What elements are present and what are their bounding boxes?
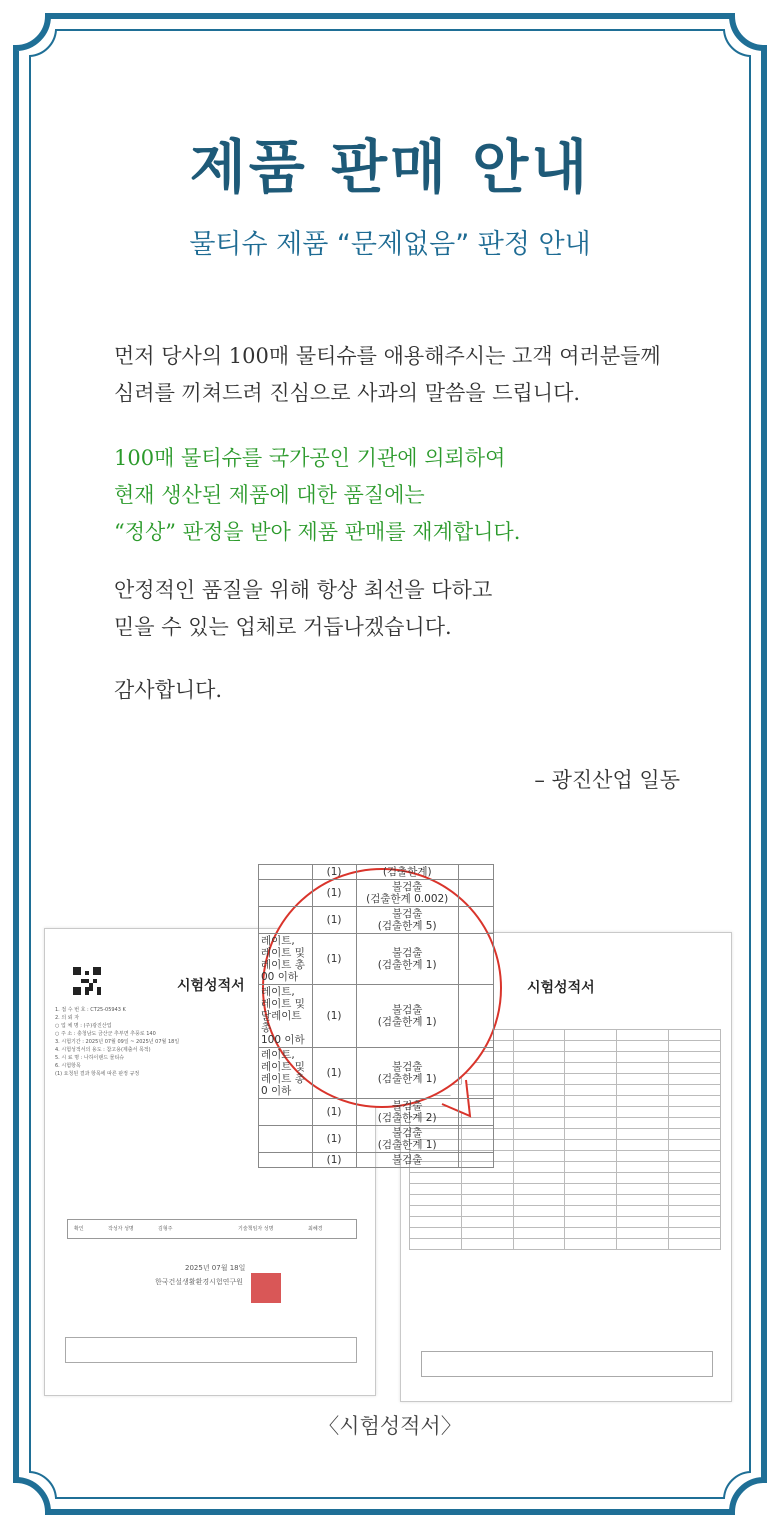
magnified-row <box>259 865 494 880</box>
item-name-cell <box>259 1099 313 1126</box>
magnified-row <box>259 907 494 934</box>
report-title: 시험성적서 <box>177 978 245 994</box>
item-name-cell <box>259 1153 313 1168</box>
footer-box <box>65 1337 357 1363</box>
qr-code-icon <box>73 967 101 995</box>
text-line: 심려를 끼쳐드려 진심으로 사과의 말씀을 드립니다. <box>114 381 581 405</box>
item-name-cell <box>259 907 313 934</box>
signature: – 광진산업 일동 <box>534 768 680 792</box>
magnified-row <box>259 1153 494 1168</box>
method-cell: (1) <box>312 907 356 934</box>
note-cell <box>458 1126 493 1153</box>
confirm-label: 최혜경 <box>308 1226 323 1232</box>
magnified-row <box>259 1126 494 1153</box>
magnified-row <box>259 985 494 1048</box>
magnifier-circle <box>261 866 502 1166</box>
page-subtitle: 물티슈 제품 “문제없음” 판정 안내 <box>189 229 591 260</box>
report-line: 1. 접 수 번 호 : CT25-05943 K <box>55 1007 126 1013</box>
promise-paragraph <box>114 572 492 646</box>
report-line: (1) 요청된 결과 항목에 따른 판정 규정 <box>55 1071 140 1077</box>
result-cell: 불검출 <box>356 1153 458 1168</box>
report-line: 3. 시험기간 : 2025년 07월 09일 ~ 2025년 07월 18일 <box>55 1039 180 1045</box>
figure-caption: 〈시험성적서〉 <box>318 1414 462 1438</box>
method-cell: (1) <box>312 1099 356 1126</box>
magnified-row <box>259 1048 494 1099</box>
thanks-text <box>114 672 222 709</box>
item-name-cell: 레이트, 레이트 및 레이트 총 00 이하 <box>259 934 313 985</box>
confirm-label: 확인 <box>74 1226 84 1232</box>
item-name-cell: 레이트, 레이트 및 레이트 총 0 이하 <box>259 1048 313 1099</box>
report-line: 6. 시험항목 <box>55 1063 81 1069</box>
result-cell: 불검출 (검출한계 1) <box>356 985 458 1048</box>
item-name-cell: 레이트, 레이트 및 달레이트 총 100 이하 <box>259 985 313 1048</box>
official-seal-icon <box>251 1273 281 1303</box>
confirm-label: 작성자 성명 <box>108 1226 134 1232</box>
report-title: 시험성적서 <box>527 980 595 996</box>
result-cell: 불검출 (검출한계 0.002) <box>356 880 458 907</box>
page-title: 제품 판매 안내 <box>189 133 591 201</box>
item-name-cell <box>259 865 313 880</box>
apology-paragraph <box>114 338 661 412</box>
result-cell: 불검출 (검출한계 2) <box>356 1099 458 1126</box>
footer-box <box>421 1351 713 1377</box>
result-paragraph <box>114 440 520 551</box>
report-date: 2025년 07월 18일 <box>185 1264 246 1272</box>
method-cell: (1) <box>312 880 356 907</box>
magnified-row <box>259 880 494 907</box>
result-cell: 불검출 (검출한계 1) <box>356 1048 458 1099</box>
magnified-row <box>259 1099 494 1126</box>
magnified-row <box>259 934 494 985</box>
result-cell: 불검출 (검출한계 1) <box>356 934 458 985</box>
report-line: 2. 의 뢰 자 <box>55 1015 80 1021</box>
method-cell: (1) <box>312 1048 356 1099</box>
note-cell <box>458 1099 493 1126</box>
item-name-cell <box>259 880 313 907</box>
institute-name: 한국건설생활환경시험연구원 <box>155 1278 243 1286</box>
confirmation-box <box>67 1219 357 1239</box>
report-line: 4. 시험성적서의 용도 : 참고용(제출서 목적) <box>55 1047 151 1053</box>
note-cell <box>458 880 493 907</box>
method-cell: (1) <box>312 865 356 880</box>
method-cell: (1) <box>312 934 356 985</box>
text-line: 안정적인 품질을 위해 항상 최선을 다하고 <box>114 578 493 602</box>
result-cell: 불검출 (검출한계 5) <box>356 907 458 934</box>
text-line: “정상” 판정을 받아 제품 판매를 재계합니다. <box>114 520 521 544</box>
note-cell <box>458 907 493 934</box>
method-cell: (1) <box>312 985 356 1048</box>
text-line: 먼저 당사의 100매 물티슈를 애용해주시는 고객 여러분들께 <box>114 344 661 368</box>
text-line: 현재 생산된 제품에 대한 품질에는 <box>114 483 425 507</box>
text-line: 감사합니다. <box>114 678 223 702</box>
magnified-results-table <box>258 864 494 1168</box>
note-cell <box>458 934 493 985</box>
text-line: 믿을 수 있는 업체로 거듭나겠습니다. <box>114 615 452 639</box>
note-cell <box>458 1153 493 1168</box>
text-line: 100매 물티슈를 국가공인 기관에 의뢰하여 <box>114 446 506 470</box>
confirm-label: 기술책임자 성명 <box>238 1226 274 1232</box>
report-line: 5. 시 료 명 : 나하이랜드 물티슈 <box>55 1055 125 1061</box>
note-cell <box>458 1048 493 1099</box>
item-name-cell <box>259 1126 313 1153</box>
note-cell <box>458 985 493 1048</box>
note-cell <box>458 865 493 880</box>
result-cell: 불검출 (검출한계 1) <box>356 1126 458 1153</box>
report-line: ○ 주 소 : 충청남도 금산군 추부면 추풍로 140 <box>55 1031 156 1037</box>
confirm-label: 김형주 <box>158 1226 173 1232</box>
method-cell: (1) <box>312 1153 356 1168</box>
report-line: ○ 업 체 명 : (주)광진산업 <box>55 1023 112 1029</box>
result-cell: (검출한계) <box>356 865 458 880</box>
method-cell: (1) <box>312 1126 356 1153</box>
